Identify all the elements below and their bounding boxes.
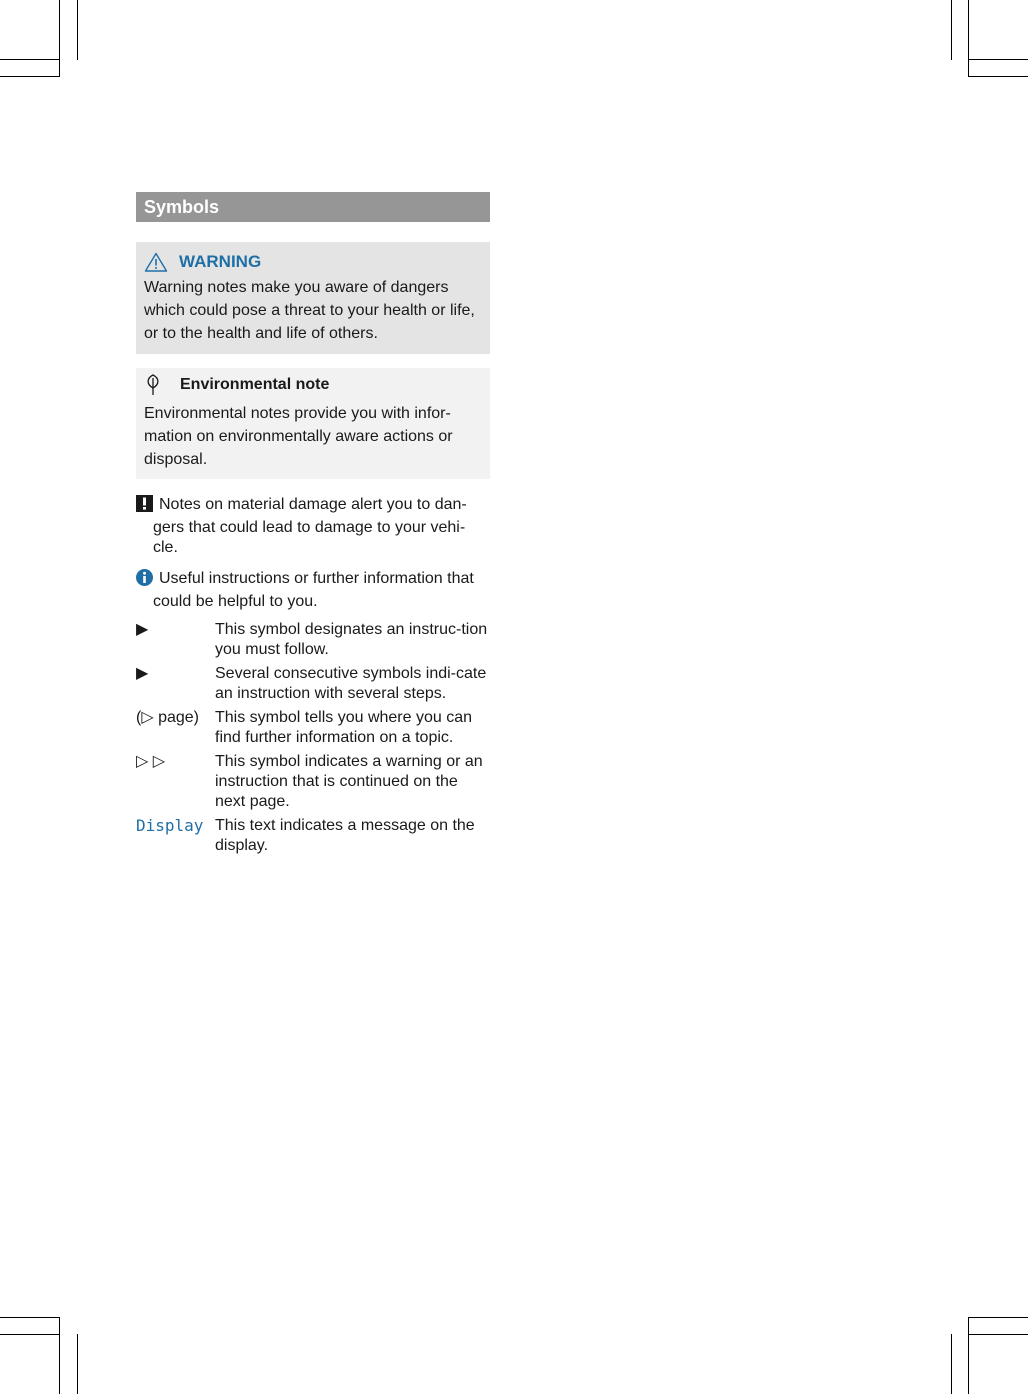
symbol-row <box>136 752 490 812</box>
display-text-symbol: Display <box>136 816 204 835</box>
instruction-arrow-icon: ▶ <box>136 665 149 682</box>
environmental-note-title: Environmental note <box>180 376 330 393</box>
instruction-arrow-icon: ▶ <box>136 621 149 638</box>
warning-header <box>144 248 482 276</box>
warning-title: WARNING <box>179 252 262 271</box>
content-column <box>136 192 490 856</box>
page-reference-symbol: (▷ page) <box>136 709 199 726</box>
material-damage-note <box>136 495 490 558</box>
section-title: Symbols <box>136 192 490 222</box>
environmental-note-header <box>144 372 482 398</box>
symbol-row <box>136 708 490 748</box>
symbol-list <box>136 620 490 856</box>
info-note <box>136 569 490 612</box>
symbol-row <box>136 816 490 856</box>
material-damage-text: Notes on material damage alert you to dan-gers that could lead to damage to your vehi-cle. <box>153 496 467 556</box>
symbol-description: This text indicates a message on the display. <box>215 817 475 854</box>
continued-arrows-icon: ▷ ▷ <box>136 753 166 770</box>
warning-box <box>136 242 490 354</box>
warning-triangle-icon <box>144 252 168 272</box>
symbol-description: This symbol designates an instruc-tion you must follow. <box>215 621 488 658</box>
info-icon <box>136 569 153 592</box>
symbol-row <box>136 620 490 660</box>
symbol-description: This symbol tells you where you can find further information on a topic. <box>215 709 472 746</box>
leaf-icon <box>144 374 162 396</box>
environmental-note-text: Environmental notes provide you with infor-mation on environmentally aware actions or disposal. <box>144 405 453 468</box>
warning-text: Warning notes make you aware of dangers which could pose a threat to your health or life, or to the health and life of others. <box>144 279 475 342</box>
exclamation-icon <box>136 495 153 518</box>
symbol-description: This symbol indicates a warning or an instruction that is continued on the next page. <box>215 753 483 810</box>
environmental-note-box <box>136 368 490 479</box>
symbol-description: Several consecutive symbols indi-cate an instruction with several steps. <box>215 665 487 702</box>
symbol-row <box>136 664 490 704</box>
info-text: Useful instructions or further information that could be helpful to you. <box>153 570 474 610</box>
